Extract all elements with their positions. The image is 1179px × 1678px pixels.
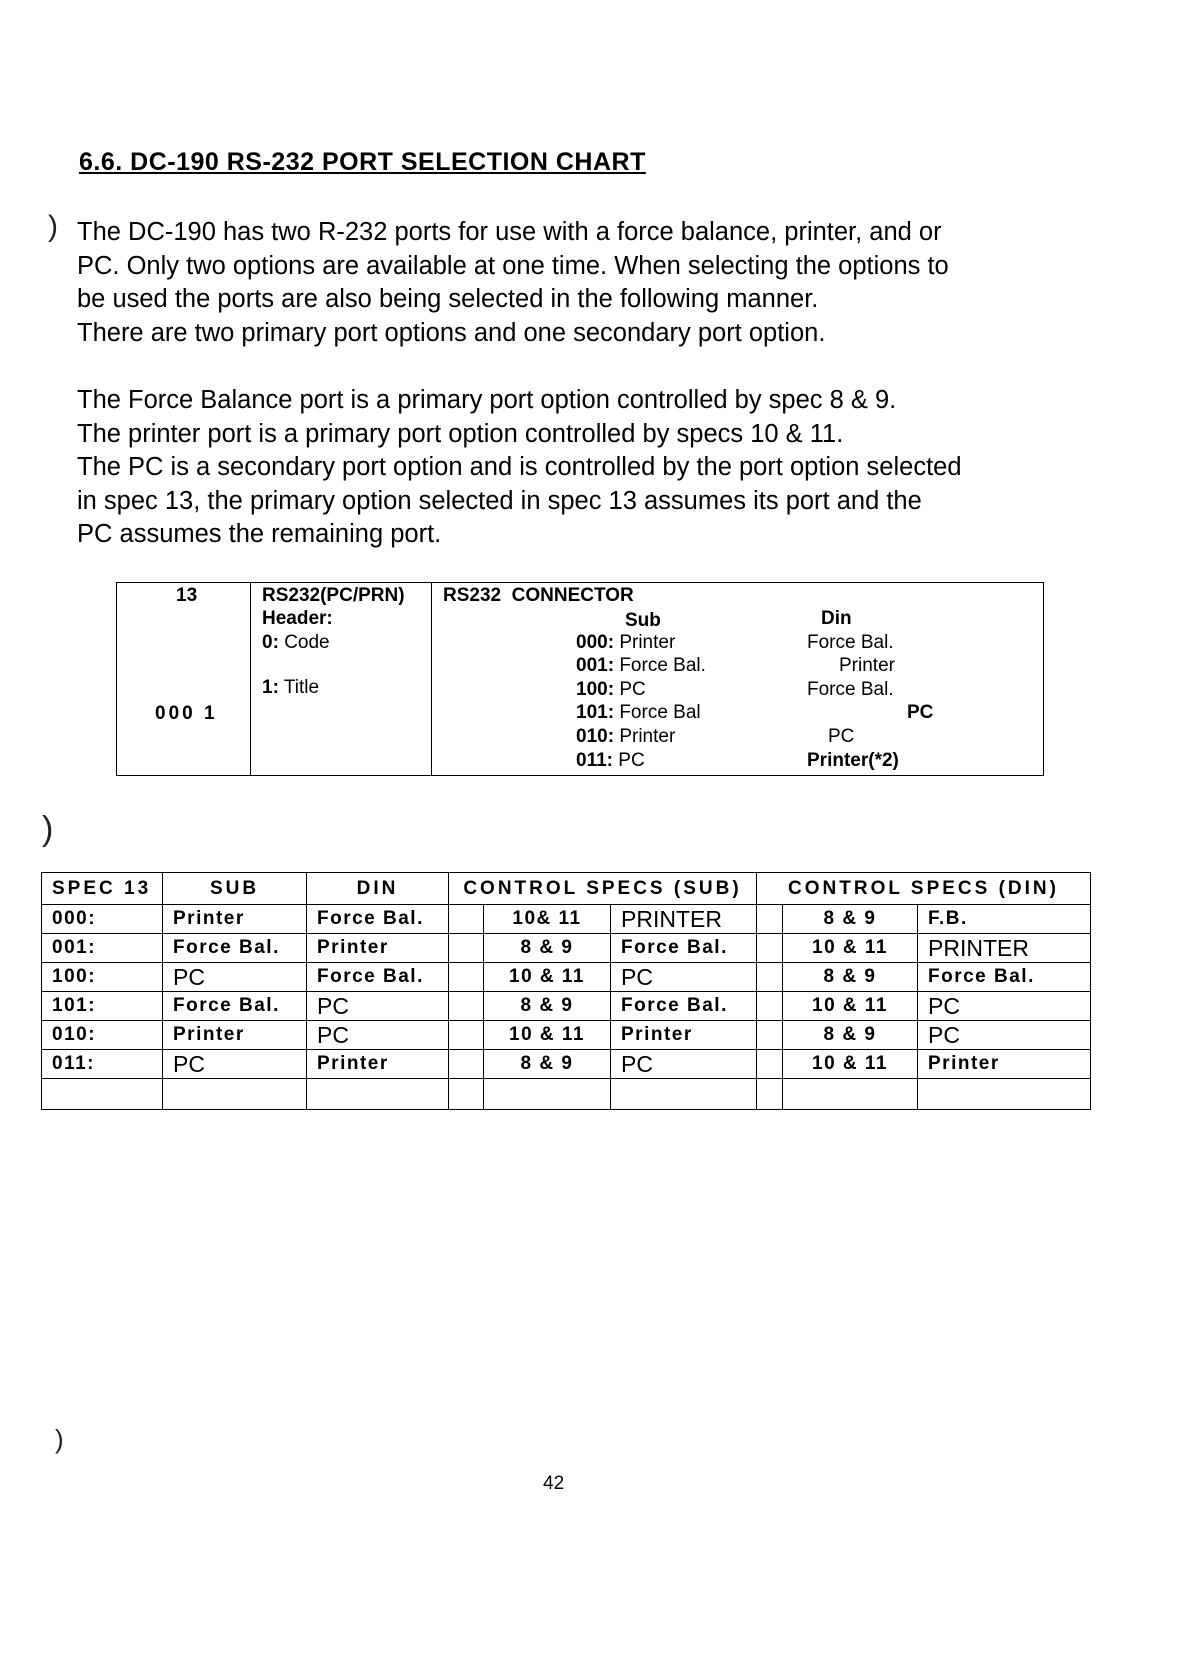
- binder-mark: ): [48, 210, 58, 243]
- sub-cell: PC: [163, 963, 307, 992]
- column-header: CONTROL SPECS (DIN): [757, 873, 1091, 905]
- spec-cell: 000:: [42, 905, 163, 934]
- page-number: 42: [543, 1473, 565, 1494]
- spec-cell: 001:: [42, 934, 163, 963]
- connector-din: PC: [828, 726, 855, 747]
- binder-mark: ): [42, 810, 54, 848]
- text-line: be used the ports are also being selected in the following manner.: [77, 285, 819, 313]
- ctrl-din-specs: 8 & 9: [783, 905, 918, 934]
- connector-sub: PC: [618, 750, 645, 771]
- ctrl-sub-specs: 10& 11: [484, 905, 611, 934]
- header-label: Header:: [262, 608, 333, 629]
- spec-cell: 100:: [42, 963, 163, 992]
- din-cell: Printer: [307, 934, 449, 963]
- ctrl-din-port: PC: [918, 992, 1091, 1021]
- din-cell: Printer: [307, 1050, 449, 1079]
- connector-din: Force Bal.: [807, 679, 894, 700]
- ctrl-sub-port: Force Bal.: [611, 934, 757, 963]
- spec-number: 13: [176, 585, 198, 606]
- ctrl-sub-specs: 8 & 9: [484, 1050, 611, 1079]
- ctrl-din-port: Printer: [918, 1050, 1091, 1079]
- din-cell: PC: [307, 1021, 449, 1050]
- port-description-paragraph: [77, 384, 1077, 552]
- port-selection-table: [41, 872, 1091, 1110]
- spec-cell: 011:: [42, 1050, 163, 1079]
- text-line: The PC is a secondary port option and is controlled by the port option selected: [77, 453, 962, 481]
- column-title: RS232(PC/PRN): [262, 585, 405, 606]
- connector-sub: Printer: [619, 726, 676, 747]
- connector-din: PC: [907, 702, 934, 723]
- text-line: The printer port is a primary port option controlled by specs 10 & 11.: [77, 419, 844, 448]
- option-code: 0:: [262, 632, 279, 653]
- ctrl-sub-port: PC: [611, 1050, 757, 1079]
- spec-default-value: 000 1: [155, 703, 218, 724]
- ctrl-din-port: F.B.: [918, 905, 1091, 934]
- connector-sub: Force Bal: [619, 702, 701, 723]
- text-line: The DC-190 has two R-232 ports for use with a force balance, printer, and or: [77, 218, 942, 246]
- ctrl-din-port: Force Bal.: [918, 963, 1091, 992]
- text-line: There are two primary port options and one secondary port option.: [77, 318, 826, 347]
- table-row: [42, 934, 1091, 963]
- table-row: [42, 905, 1091, 934]
- din-cell: PC: [307, 992, 449, 1021]
- sub-cell: Printer: [163, 1021, 307, 1050]
- connector-sub: Printer: [619, 632, 676, 653]
- sub-cell: Force Bal.: [163, 992, 307, 1021]
- ctrl-din-specs: 10 & 11: [783, 992, 918, 1021]
- ctrl-sub-specs: 10 & 11: [484, 963, 611, 992]
- table-row: [42, 1021, 1091, 1050]
- sub-cell: PC: [163, 1050, 307, 1079]
- text-line: in spec 13, the primary option selected in spec 13 assumes its port and the: [77, 486, 922, 515]
- section-heading: 6.6. DC-190 RS-232 PORT SELECTION CHART: [79, 148, 646, 176]
- ctrl-din-specs: 10 & 11: [783, 1050, 918, 1079]
- table-row: [42, 992, 1091, 1021]
- spec-cell: 101:: [42, 992, 163, 1021]
- text-line: The Force Balance port is a primary port option controlled by spec 8 & 9.: [77, 386, 897, 414]
- din-cell: Force Bal.: [307, 905, 449, 934]
- spec-13-table: [116, 582, 1044, 776]
- connector-title-bold: RS232: [443, 585, 502, 606]
- connector-code: 011:: [576, 750, 613, 771]
- intro-paragraph: [77, 216, 1077, 350]
- connector-din: Force Bal.: [807, 632, 894, 653]
- text-line: PC. Only two options are available at one time. When selecting the options to: [77, 251, 949, 280]
- binder-mark: ): [55, 1424, 64, 1454]
- table-row: [42, 963, 1091, 992]
- ctrl-sub-port: PC: [611, 963, 757, 992]
- spec-cell: 010:: [42, 1021, 163, 1050]
- ctrl-din-port: PRINTER: [918, 934, 1091, 963]
- column-header: SUB: [163, 873, 307, 905]
- connector-code: 000:: [576, 632, 615, 653]
- text-line: PC assumes the remaining port.: [77, 520, 442, 548]
- connector-code: 001:: [576, 655, 615, 676]
- sub-cell: Printer: [163, 905, 307, 934]
- connector-sub: PC: [619, 679, 646, 700]
- option-label: Title: [283, 677, 320, 698]
- ctrl-sub-specs: 8 & 9: [484, 992, 611, 1021]
- ctrl-din-port: PC: [918, 1021, 1091, 1050]
- ctrl-sub-port: Printer: [611, 1021, 757, 1050]
- connector-code: 101:: [576, 702, 615, 723]
- sub-cell: Force Bal.: [163, 934, 307, 963]
- connector-title: CONNECTOR: [511, 585, 634, 606]
- option-label: Code: [284, 632, 330, 653]
- column-header: SPEC 13: [42, 873, 163, 905]
- ctrl-sub-port: Force Bal.: [611, 992, 757, 1021]
- ctrl-din-specs: 10 & 11: [783, 934, 918, 963]
- ctrl-din-specs: 8 & 9: [783, 1021, 918, 1050]
- connector-code: 010:: [576, 726, 615, 747]
- ctrl-sub-port: PRINTER: [611, 905, 757, 934]
- din-cell: Force Bal.: [307, 963, 449, 992]
- connector-sub: Force Bal.: [619, 655, 706, 676]
- din-label: Din: [821, 608, 852, 629]
- sub-label: Sub: [625, 610, 661, 631]
- connector-code: 100:: [576, 679, 615, 700]
- column-header: DIN: [307, 873, 449, 905]
- connector-din: Printer: [839, 655, 895, 676]
- ctrl-sub-specs: 8 & 9: [484, 934, 611, 963]
- ctrl-sub-specs: 10 & 11: [484, 1021, 611, 1050]
- table-row: [42, 1050, 1091, 1079]
- connector-din: Printer(*2): [807, 750, 899, 771]
- ctrl-din-specs: 8 & 9: [783, 963, 918, 992]
- empty-row: [42, 1079, 1091, 1110]
- option-code: 1:: [262, 677, 279, 698]
- column-header: CONTROL SPECS (SUB): [449, 873, 757, 905]
